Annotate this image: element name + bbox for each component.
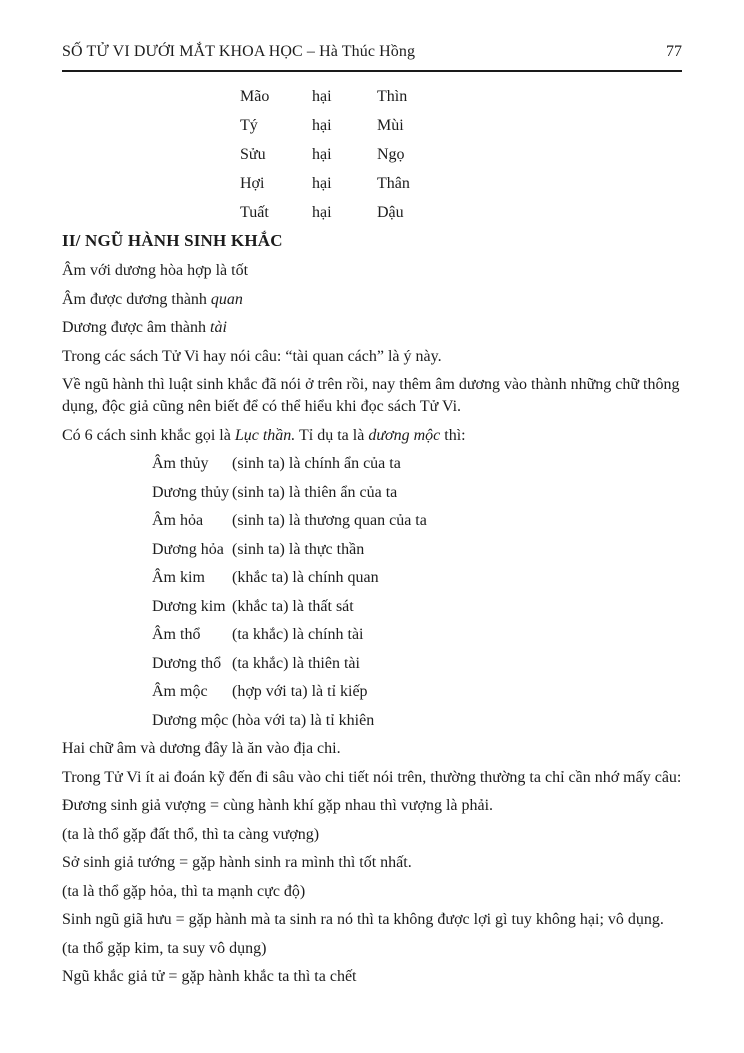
cell-branch-left: Mão [240,87,270,105]
cell-hai: hại [312,174,332,192]
table-row [240,169,694,198]
text-run: Tỉ dụ ta là [295,426,369,444]
page-header [62,41,682,72]
list-desc: (khắc ta) là thất sát [232,597,354,615]
list-label: Âm hỏa [152,512,204,529]
list-desc: (khắc ta) là chính quan [232,569,379,586]
intro-paragraph [62,374,694,418]
list-desc: (hợp với ta) là tỉ kiếp [232,683,368,700]
section-heading: II/ NGŨ HÀNH SINH KHẮC [62,231,283,250]
outro-paragraph: (ta là thổ gặp đất thổ, thì ta càng vượng) [62,825,320,843]
intro-paragraph [62,425,694,447]
list-row [152,596,694,618]
list-desc: (sinh ta) là thực thần [232,540,365,558]
cell-hai: hại [312,116,332,134]
outro-paragraph: Sinh ngũ giã hưu = gặp hành mà ta sinh ra nó thì ta không được lợi gì tuy không hại; vô dụng. [62,911,664,928]
cell-branch-left: Sửu [240,145,266,163]
text-run: Dương được âm thành [62,319,211,336]
list-desc: (ta khắc) là thiên tài [232,654,360,672]
list-label: Dương thủy [152,483,230,501]
list-label: Âm thủy [152,455,209,472]
list-row [152,482,694,504]
cell-branch-right: Ngọ [377,145,405,163]
intro-paragraph [62,260,694,282]
outro-paragraph: Trong Tử Vi ít ai đoán kỹ đến đi sâu vào chi tiết nói trên, thường thường ta chỉ cần nhớ mấy câu: [62,768,682,786]
intro-paragraph [62,346,694,368]
italic-term: tài [210,319,227,336]
cell-branch-right: Dậu [377,203,404,221]
list-desc: (sinh ta) là thương quan của ta [232,512,427,529]
outro-paragraph: (ta thổ gặp kim, ta suy vô dụng) [62,939,267,957]
list-row [152,567,694,589]
luc-than-list [152,453,694,732]
cell-branch-right: Thân [377,174,410,192]
intro-paragraph [62,289,694,311]
text-run: Âm được dương thành [62,290,211,308]
italic-term: quan [210,290,243,308]
table-row [240,140,694,169]
list-label: Âm thổ [152,626,201,643]
table-row [240,198,694,227]
intro-paragraph [62,317,694,339]
list-label: Dương thổ [152,654,222,672]
table-row [240,111,694,140]
list-row [152,539,694,561]
cell-branch-left: Tý [240,116,258,134]
list-row [152,710,694,732]
text-run: Có 6 cách sinh khắc gọi là [62,426,235,444]
list-label: Dương mộc [152,711,229,729]
cell-branch-right: Thìn [377,87,408,105]
outro-paragraph: Ngũ khắc giả tử = gặp hành khắc ta thì ta chết [62,968,357,985]
text-run: Về ngũ hành thì luật sinh khắc đã nói ở trên rồi, nay thêm âm dương vào thành những chữ thông [62,376,680,393]
list-label: Âm mộc [152,683,208,700]
list-desc: (sinh ta) là chính ẩn của ta [232,455,401,472]
outro-paragraph: Sở sinh giả tướng = gặp hành sinh ra mình thì tốt nhất. [62,854,412,871]
text-run: Âm với dương hòa hợp là tốt [62,262,249,279]
text-run: thì: [440,426,466,444]
italic-term: Lục thần. [234,426,296,444]
cell-branch-left: Hợi [240,174,265,192]
list-row [152,453,694,475]
list-desc: (ta khắc) là chính tài [232,626,364,643]
outro-paragraph: Hai chữ âm và dương đây là ăn vào địa chi. [62,740,341,757]
book-title: SỐ TỬ VI DƯỚI MẮT KHOA HỌC – Hà Thúc Hồng [62,43,416,60]
italic-term: dương mộc [368,426,441,444]
list-row [152,624,694,646]
table-row [240,82,694,111]
page-number: 77 [666,43,682,60]
list-label: Dương hỏa [152,540,224,558]
list-row [152,653,694,675]
list-row [152,681,694,703]
list-label: Dương kim [152,597,226,615]
list-desc: (sinh ta) là thiên ẩn của ta [232,483,398,501]
list-row [152,510,694,532]
hai-pairs-table [240,82,694,227]
list-desc: (hòa với ta) là tỉ khiên [232,711,375,729]
cell-branch-right: Mùi [377,116,404,134]
list-label: Âm kim [152,569,205,586]
outro-paragraph: Đương sinh giả vượng = cùng hành khí gặp nhau thì vượng là phải. [62,797,494,814]
cell-hai: hại [312,145,332,163]
text-run: dụng, độc giả cũng nên biết để có thể hiểu khi đọc sách Tử Vi. [62,398,462,415]
cell-hai: hại [312,87,332,105]
cell-branch-left: Tuất [240,203,269,221]
text-run: Trong các sách Tử Vi hay nói câu: “tài quan cách” là ý này. [62,347,442,365]
cell-hai: hại [312,203,332,221]
outro-paragraph: (ta là thổ gặp hỏa, thì ta mạnh cực độ) [62,882,306,900]
